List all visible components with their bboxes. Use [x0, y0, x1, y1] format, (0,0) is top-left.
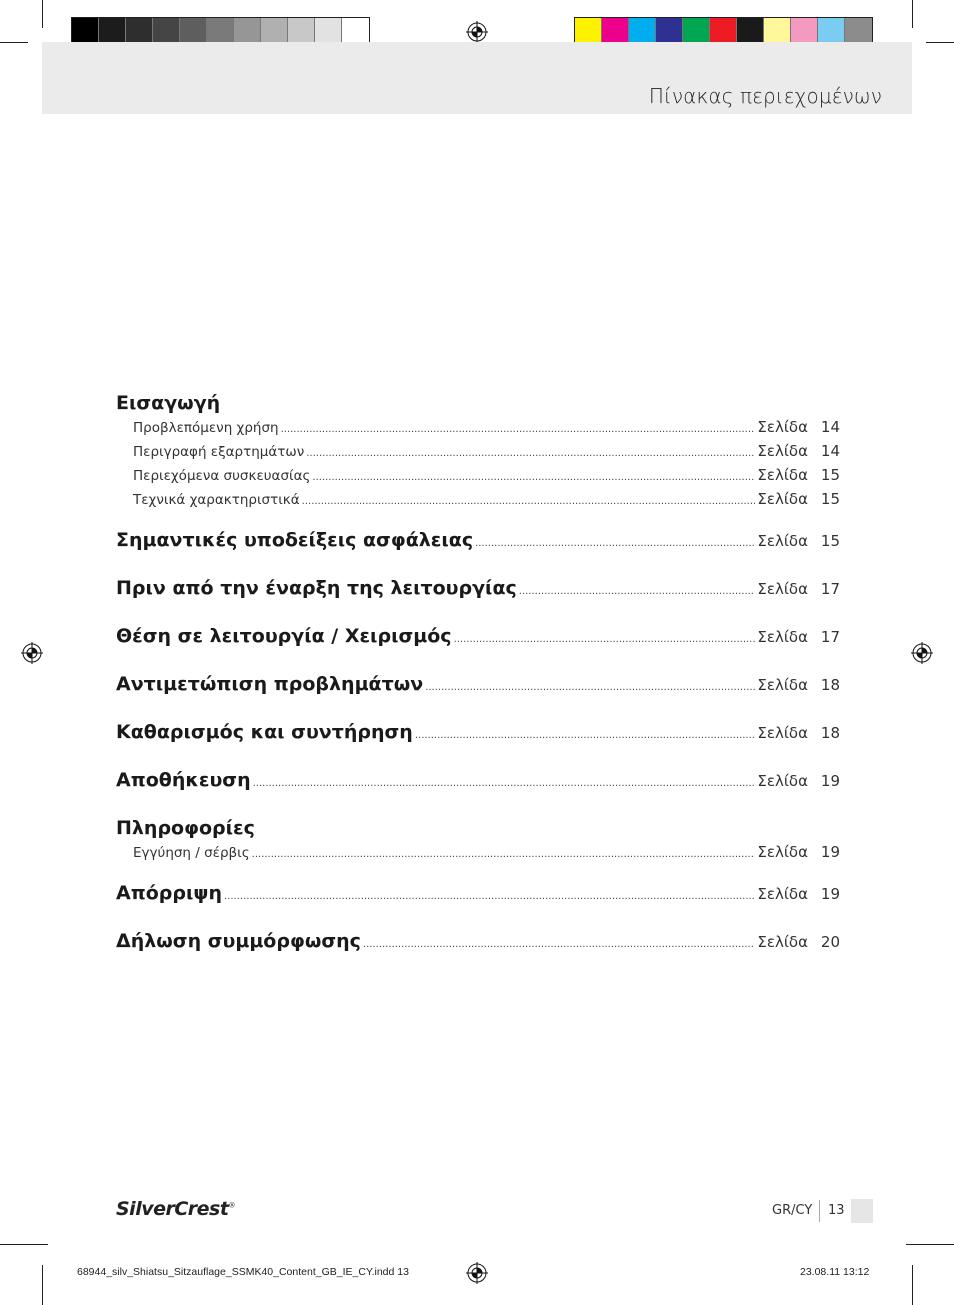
crop-mark	[912, 0, 913, 28]
page-word: Σελίδα	[757, 933, 808, 951]
dot-leader	[519, 577, 756, 607]
toc-page-number: 17	[820, 580, 840, 598]
dot-leader	[475, 529, 755, 559]
page-word: Σελίδα	[757, 418, 808, 436]
toc-subsection[interactable]	[116, 418, 840, 439]
page-tab-box	[851, 1199, 873, 1223]
toc-page-reference	[757, 574, 840, 604]
toc-page-reference	[757, 843, 840, 862]
toc-section[interactable]	[116, 525, 840, 559]
crop-mark	[0, 1244, 48, 1245]
page-word: Σελίδα	[757, 724, 808, 742]
page-word: Σελίδα	[757, 772, 808, 790]
toc-section[interactable]	[116, 573, 840, 607]
page-word: Σελίδα	[757, 843, 808, 861]
date-slug: 23.08.11 13:12	[800, 1266, 870, 1278]
dot-leader	[425, 673, 755, 703]
toc-page-number: 18	[820, 724, 840, 742]
toc-subsection[interactable]	[116, 466, 840, 487]
page-word: Σελίδα	[757, 885, 808, 903]
toc-page-number: 17	[820, 628, 840, 646]
toc-entry-title: Εγγύηση / σέρβις	[133, 845, 250, 861]
toc-page-reference	[757, 526, 840, 556]
toc-section[interactable]	[116, 878, 840, 912]
brand-logo	[116, 1198, 235, 1220]
crop-mark	[906, 1244, 954, 1245]
registration-mark-icon	[911, 642, 933, 664]
brand-name: SilverCrest	[116, 1198, 229, 1220]
registration-mark-icon	[466, 1262, 488, 1284]
toc-page-reference	[757, 466, 840, 485]
toc-section[interactable]	[116, 717, 840, 751]
toc-page-number: 19	[820, 885, 840, 903]
registration-mark-icon	[21, 642, 43, 664]
crop-mark	[912, 1265, 913, 1305]
toc-section[interactable]	[116, 669, 840, 703]
toc-section[interactable]	[116, 621, 840, 655]
registration-mark-icon	[466, 21, 488, 43]
toc-page-reference	[757, 879, 840, 909]
dot-leader	[253, 769, 756, 799]
toc-entry-title: Καθαρισμός και συντήρηση	[116, 721, 413, 743]
crop-mark	[926, 42, 954, 43]
crop-mark	[0, 42, 28, 43]
toc-page-reference	[757, 490, 840, 509]
toc-page-number: 15	[820, 532, 840, 550]
toc-page-reference	[757, 622, 840, 652]
table-of-contents	[116, 388, 840, 960]
toc-entry-title: Σημαντικές υποδείξεις ασφάλειας	[116, 529, 474, 551]
page-title: Πίνακας περιεχομένων	[648, 84, 882, 108]
page-word: Σελίδα	[757, 532, 808, 550]
dot-leader	[252, 845, 756, 864]
dot-leader	[302, 492, 756, 511]
page-word: Σελίδα	[757, 580, 808, 598]
toc-entry-title: Θέση σε λειτουργία / Χειρισμός	[116, 625, 452, 647]
toc-page-reference	[757, 418, 840, 437]
toc-page-reference	[757, 718, 840, 748]
country-code: GR/CY	[772, 1203, 813, 1218]
crop-mark	[42, 0, 43, 28]
crop-mark	[42, 1265, 43, 1305]
dot-leader	[224, 882, 755, 912]
toc-page-reference	[757, 670, 840, 700]
registered-mark: ®	[228, 1201, 235, 1210]
toc-entry-title: Εισαγωγή	[116, 392, 221, 414]
toc-subsection[interactable]	[116, 490, 840, 511]
toc-page-number: 18	[820, 676, 840, 694]
footer-divider	[819, 1200, 820, 1222]
page-number: 13	[828, 1203, 845, 1218]
dot-leader	[415, 721, 756, 751]
toc-page-number: 14	[820, 442, 840, 460]
toc-entry-title: Τεχνικά χαρακτηριστικά	[133, 492, 300, 508]
toc-subsection[interactable]	[116, 442, 840, 463]
toc-entry-title: Δήλωση συμμόρφωσης	[116, 930, 361, 952]
toc-entry-title: Αντιμετώπιση προβλημάτων	[116, 673, 424, 695]
toc-entry-title: Πριν από την έναρξη της λειτουργίας	[116, 577, 517, 599]
page-word: Σελίδα	[757, 490, 808, 508]
toc-section[interactable]	[116, 926, 840, 960]
toc-page-reference	[757, 927, 840, 957]
page-word: Σελίδα	[757, 628, 808, 646]
toc-section[interactable]	[116, 813, 840, 843]
dot-leader	[281, 420, 756, 439]
toc-page-number: 20	[820, 933, 840, 951]
toc-entry-title: Περιεχόμενα συσκευασίας	[133, 468, 311, 484]
toc-entry-title: Περιγραφή εξαρτημάτων	[133, 444, 305, 460]
dot-leader	[454, 625, 756, 655]
toc-entry-title: Αποθήκευση	[116, 769, 251, 791]
toc-page-number: 15	[820, 490, 840, 508]
toc-page-number: 14	[820, 418, 840, 436]
toc-section[interactable]	[116, 765, 840, 799]
toc-page-number: 19	[820, 772, 840, 790]
file-slug: 68944_silv_Shiatsu_Sitzauflage_SSMK40_Content_GB_IE_CY.indd 13	[77, 1266, 409, 1278]
dot-leader	[363, 930, 755, 960]
toc-page-number: 15	[820, 466, 840, 484]
toc-page-reference	[757, 442, 840, 461]
toc-page-reference	[757, 766, 840, 796]
toc-entry-title: Απόρριψη	[116, 882, 223, 904]
toc-page-number: 19	[820, 843, 840, 861]
page-word: Σελίδα	[757, 466, 808, 484]
dot-leader	[312, 468, 755, 487]
page-word: Σελίδα	[757, 442, 808, 460]
toc-entry-title: Πληροφορίες	[116, 817, 255, 839]
toc-entry-title: Προβλεπόμενη χρήση	[133, 420, 279, 436]
toc-subsection[interactable]	[116, 843, 840, 864]
page-word: Σελίδα	[757, 676, 808, 694]
dot-leader	[306, 444, 755, 463]
toc-section[interactable]	[116, 388, 840, 418]
